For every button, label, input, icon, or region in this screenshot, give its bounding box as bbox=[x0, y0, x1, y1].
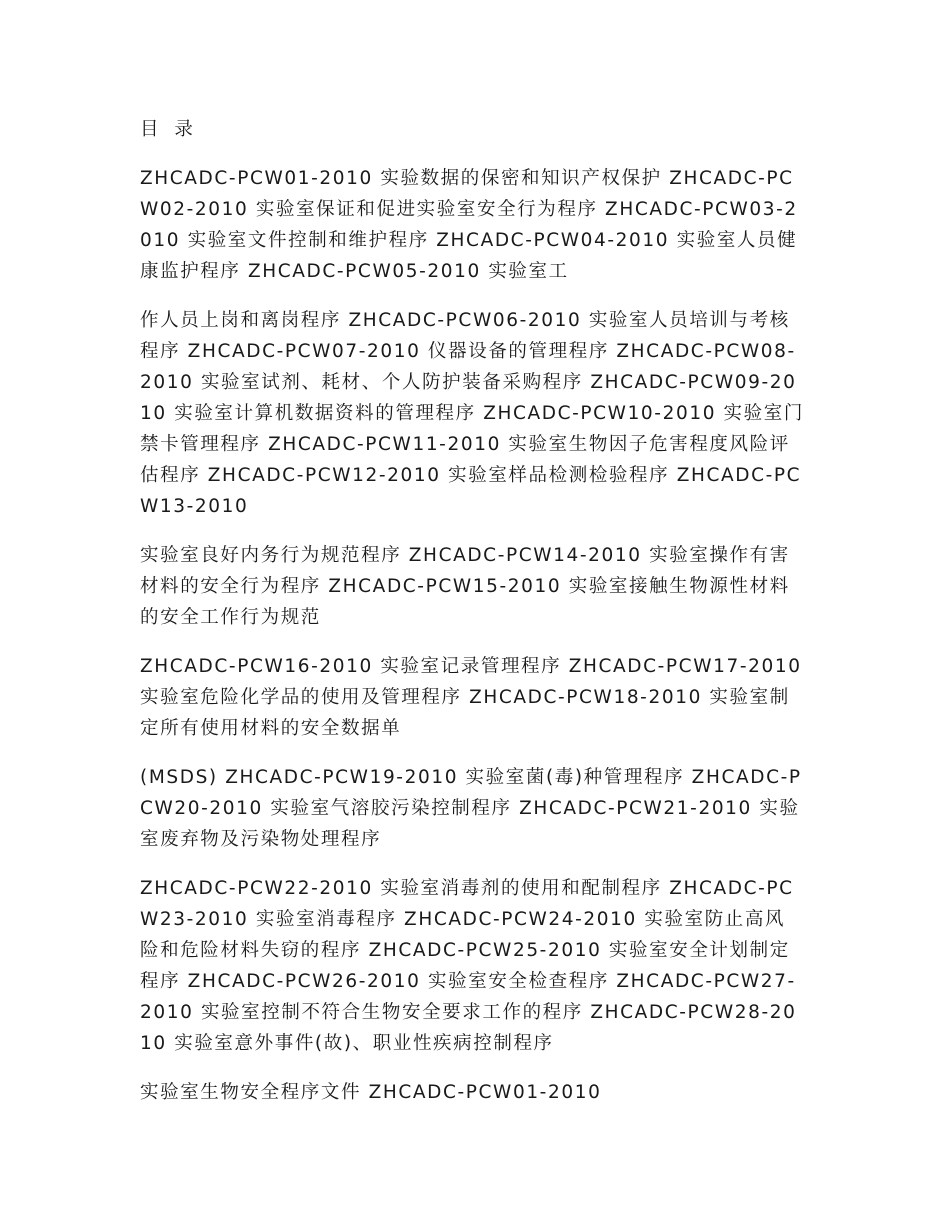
document-page bbox=[140, 114, 805, 1126]
toc-paragraph-7: 实验室生物安全程序文件 ZHCADC-PCW01-2010 bbox=[140, 1082, 602, 1103]
toc-paragraph-5: (MSDS) ZHCADC-PCW19-2010 实验室菌(毒)种管理程序 ZHCADC-PCW20-2010 实验室气溶胶污染控制程序 ZHCADC-PCW21-2010 实验室废弃物及污染物处理程序 bbox=[140, 767, 802, 850]
toc-heading: 目 录 bbox=[140, 119, 198, 140]
toc-paragraph-6: ZHCADC-PCW22-2010 实验室消毒剂的使用和配制程序 ZHCADC-PCW23-2010 实验室消毒程序 ZHCADC-PCW24-2010 实验室防止高风险和危险材料失窃的程序 ZHCADC-PCW25-2010 实验室安全计划制定程序 ZHCADC-PCW26-2010 实验室安全检查程序 ZHCADC-PCW27-2010 实验室控制不符合生物安全要求工作的程序 ZHCADC-PCW28-2010 实验室意外事件(故)、职业性疾病控制程序 bbox=[140, 878, 797, 1054]
toc-paragraph-3: 实验室良好内务行为规范程序 ZHCADC-PCW14-2010 实验室操作有害材料的安全行为程序 ZHCADC-PCW15-2010 实验室接触生物源性材料的安全工作行为规范 bbox=[140, 545, 790, 628]
toc-paragraph-2: 作人员上岗和离岗程序 ZHCADC-PCW06-2010 实验室人员培训与考核程序 ZHCADC-PCW07-2010 仪器设备的管理程序 ZHCADC-PCW08-2010 实验室试剂、耗材、个人防护装备采购程序 ZHCADC-PCW09-2010 实验室计算机数据资料的管理程序 ZHCADC-PCW10-2010 实验室门禁卡管理程序 ZHCADC-PCW11-2010 实验室生物因子危害程度风险评估程序 ZHCADC-PCW12-2010 实验室样品检测检验程序 ZHCADC-PCW13-2010 bbox=[140, 310, 804, 517]
toc-paragraph-1: ZHCADC-PCW01-2010 实验数据的保密和知识产权保护 ZHCADC-PCW02-2010 实验室保证和促进实验室安全行为程序 ZHCADC-PCW03-2010 实验室文件控制和维护程序 ZHCADC-PCW04-2010 实验室人员健康监护程序 ZHCADC-PCW05-2010 实验室工 bbox=[140, 168, 798, 282]
toc-paragraph-4: ZHCADC-PCW16-2010 实验室记录管理程序 ZHCADC-PCW17-2010 实验室危险化学品的使用及管理程序 ZHCADC-PCW18-2010 实验室制定所有使用材料的安全数据单 bbox=[140, 656, 802, 739]
